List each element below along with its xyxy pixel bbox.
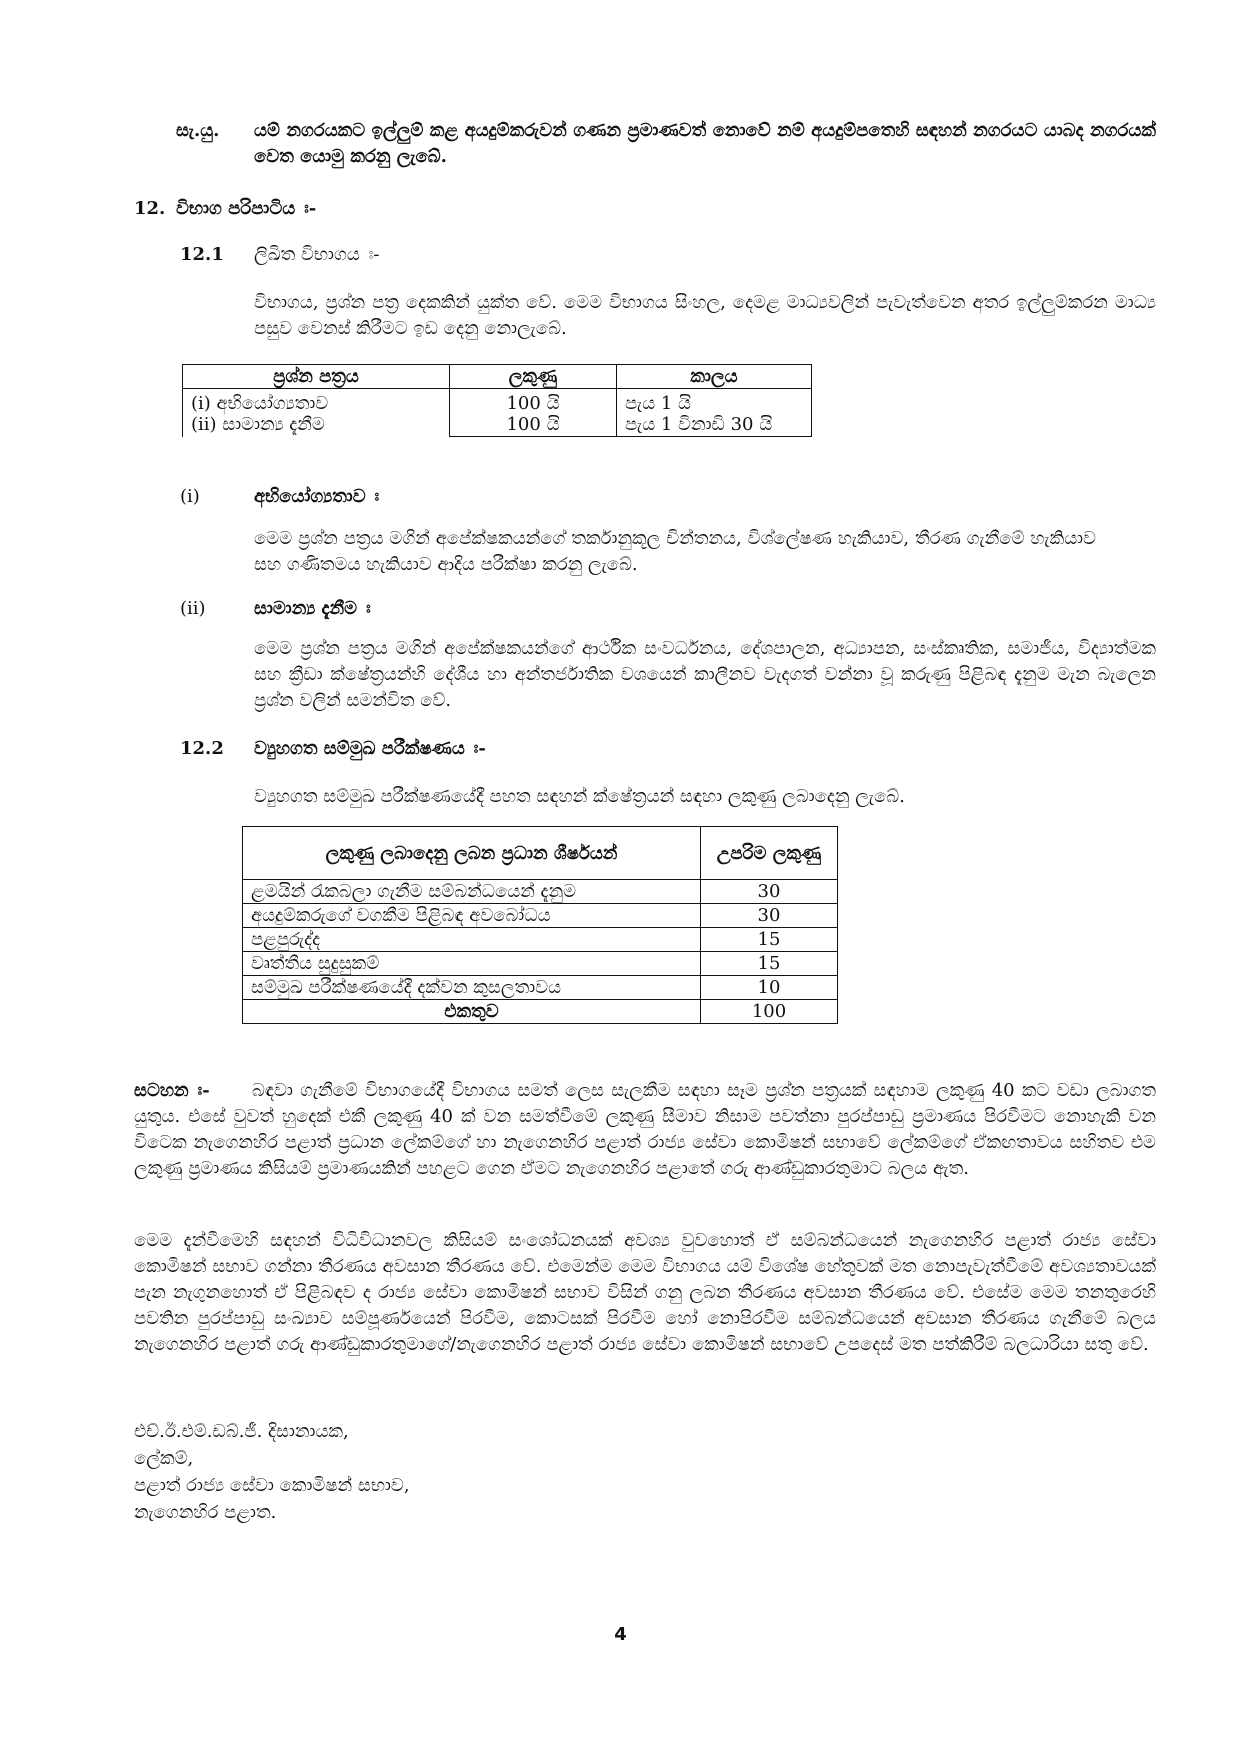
paper-name: (i) අභියෝග්‍යතාව xyxy=(191,393,329,415)
note-bottom-label: සටහන ඃ- xyxy=(134,1080,210,1101)
section-12-title: විභාග පරිපාටිය ඃ- xyxy=(176,198,317,219)
table-cell: 15 xyxy=(701,952,838,976)
note-bottom-text: බඳවා ගැනීමේ විභාගයේදී විභාගය සමත් ලෙස සැලකීම සඳහා සෑම ප්‍රශ්න පත්‍රයක් සඳහාම ලකුණු 40 කට වඩා ලබාගත යුතුය. එසේ වුවත් හුදෙක් එකී ලකුණු 40 ක් වන සමත්වීමේ ලකුණු සීමාව නිසාම පවත්නා පුරප්පාඩු ප්‍රමාණය පිරවීමට නොහැකි වන විටෙක නැගෙනහිර පළාත් ප්‍රධාන ලේකම්ගේ හා නැගෙනහිර පළාත් රාජ්‍ය සේවා කොමිෂන් සභාවේ ලේකම්ගේ ඒකඟතාවය සහිතව එම ලකුණු ප්‍රමාණය කිසියම් ප්‍රමාණයකින් පහළට ගෙන ඒමට නැගෙනහිර පළාතේ ගරු ආණ්ඩුකාරතුමාට බලය ඇත. xyxy=(134,1080,1156,1179)
section-12-number: 12. xyxy=(134,198,166,219)
interview-marks-table xyxy=(242,826,838,1024)
table-row xyxy=(243,976,838,1000)
table-cell: ළමයින් රැකබලා ගැනීම සම්බන්ධයෙන් දැනුම xyxy=(243,880,701,904)
paper-i-text: මෙම ප්‍රශ්න පත්‍රය මගින් අපේක්ෂකයන්ගේ තර්කානුකූල චින්තනය, විශ්ලේෂණ හැකියාව, තීරණ ගැනීමේ හැකියාව සහ ගණිතමය හැකියාව ආදිය පරීක්ෂා කරනු ලැබේ. xyxy=(254,528,1096,575)
closing-paragraph: මෙම දැන්වීමෙහි සඳහන් විධිවිධානවල කිසියම් සංශෝධනයක් අවශ්‍ය වුවහොත් ඒ සම්බන්ධයෙන් නැගෙනහිර පළාත් රාජ්‍ය සේවා කොමිෂන් සභාව ගන්නා තීරණය අවසාන තීරණය වේ. එමෙන්ම මෙම විභාගය යම් විශේෂ හේතුවක් මත නොපැවැත්වීමේ අවශ්‍යතාවයක් පැන නැගුනහොත් ඒ පිළිබඳව ද රාජ්‍ය සේවා කොමිෂන් සභාව විසින් ගනු ලබන තීරණය අවසාන තීරණය වේ. එසේම මෙම තනතුරෙහි පවතින පුරප්පාඩු සංඛ්‍යාව සම්පූර්ණයෙන් පිරවීම, කොටසක් පිරවීම හෝ නොපිරවීම සම්බන්ධයෙන් අවසාන තීරණය ගැනීමේ බලය නැගෙනහිර පළාත් ගරු ආණ්ඩුකාරතුමාගේ/නැගෙනහිර පළාත් රාජ්‍ය සේවා කොමිෂන් සභාවේ උපදෙස් මත පත්කිරීම් බලධාරියා සතු වේ. xyxy=(134,1230,1156,1355)
table-cell xyxy=(183,389,450,437)
table-header-cell: ප්‍රශ්න පත්‍රය xyxy=(183,365,450,389)
table-row xyxy=(243,928,838,952)
paper-ii-text: මෙම ප්‍රශ්න පත්‍රය මගින් අපේක්ෂකයන්ගේ ආර්ථික සංවර්ධනය, දේශපාලන, අධ්‍යාපන, සංස්කෘතික, සමාජීය, විද්‍යාත්මක සහ ක්‍රීඩා ක්ෂේත්‍රයන්හි දේශීය හා අන්තර්ජාතික වශයෙන් කාලීනව වැදගත් වන්නා වූ කරුණු පිළිබඳ දැනුම මැන බැලෙන ප්‍රශ්න වලින් සමන්විත වේ. xyxy=(254,638,1156,711)
table-row xyxy=(243,904,838,928)
table-header-cell: කාලය xyxy=(617,365,812,389)
table-cell: වෘත්තීය සුදුසුකම් xyxy=(243,952,701,976)
signature-block xyxy=(134,1418,410,1526)
total-value: 100 xyxy=(701,1000,838,1024)
section-12-2-title: ව්‍යුහගත සම්මුඛ පරීක්ෂණය ඃ- xyxy=(254,738,486,759)
table-cell xyxy=(450,389,617,437)
table-row xyxy=(243,952,838,976)
page-number: 4 xyxy=(614,1624,627,1645)
table-cell xyxy=(617,389,812,437)
table-header-row xyxy=(183,365,812,389)
note-top-text: යම් නගරයකට ඉල්ලුම් කළ අයදුම්කරුවන් ගණන ප්‍රමාණවත් නොවේ නම් අයදුම්පතෙහි සඳහන් නගරයට යාබද නගරයක් වෙත යොමු කරනු ලැබේ. xyxy=(254,120,1156,167)
section-12-1-title: ලිඛිත විභාගය ඃ- xyxy=(254,244,380,265)
paper-duration: පැය 1 යි xyxy=(625,393,691,414)
paper-ii-title: සාමාන්‍ය දැනීම ඃ xyxy=(254,598,371,619)
paper-i-title: අභියෝග්‍යතාව ඃ xyxy=(254,486,380,507)
signature-province: නැගෙනහිර පළාත. xyxy=(134,1502,277,1523)
table-header-cell: උපරිම ලකුණු xyxy=(701,827,838,880)
table-cell: පළපුරුද්ද xyxy=(243,928,701,952)
table-cell: 15 xyxy=(701,928,838,952)
table-cell: 30 xyxy=(701,880,838,904)
section-12-2-number: 12.2 xyxy=(180,738,224,759)
exam-papers-table xyxy=(182,364,812,437)
table-row xyxy=(183,389,812,437)
signature-name: එච්.ඊ.එම්.ඩබ්.ජී. දිසානායක, xyxy=(134,1421,349,1442)
table-row xyxy=(243,880,838,904)
paper-ii-label: (ii) xyxy=(180,598,206,619)
paper-duration: පැය 1 විනාඩි 30 යි xyxy=(625,414,773,435)
table-header-cell: ලකුණු ලබාදෙනු ලබන ප්‍රධාන ශීර්ෂයන් xyxy=(243,827,701,880)
paper-name: (ii) සාමාන්‍ය දැනීම xyxy=(191,414,325,436)
section-12-2-paragraph: ව්‍යුහගත සම්මුඛ පරීක්ෂණයේදී පහත සඳහන් ක්ෂේත්‍රයන් සඳහා ලකුණු ලබාදෙනු ලැබේ. xyxy=(254,786,905,807)
table-cell: 30 xyxy=(701,904,838,928)
table-header-cell: ලකුණු xyxy=(450,365,617,389)
table-total-row xyxy=(243,1000,838,1024)
table-cell: 10 xyxy=(701,976,838,1000)
signature-office: පළාත් රාජ්‍ය සේවා කොමිෂන් සභාව, xyxy=(134,1475,410,1496)
note-top-label: සැ.යු. xyxy=(176,120,220,141)
section-12-1-paragraph: විභාගය, ප්‍රශ්න පත්‍ර දෙකකින් යුක්ත වේ. මෙම විභාගය සිංහල, දෙමළ මාධ්‍යවලින් පැවැත්වෙන අතර ඉල්ලුම්කරන මාධ්‍ය පසුව වෙනස් කිරීමට ඉඩ දෙනු නොලැබේ. xyxy=(254,292,1156,339)
table-header-row xyxy=(243,827,838,880)
signature-designation: ලේකම්, xyxy=(134,1448,194,1469)
total-label: එකතුව xyxy=(243,1000,701,1024)
paper-marks: 100 යි xyxy=(506,414,560,435)
table-cell: සම්මුඛ පරීක්ෂණයේදී දක්වන කුසලතාවය xyxy=(243,976,701,1000)
paper-marks: 100 යි xyxy=(506,393,560,414)
note-bottom xyxy=(134,1078,1156,1182)
paper-i-label: (i) xyxy=(180,486,200,507)
table-cell: අයදුම්කරුගේ වගකීම පිළිබඳ අවබෝධය xyxy=(243,904,701,928)
section-12-1-number: 12.1 xyxy=(180,244,224,265)
